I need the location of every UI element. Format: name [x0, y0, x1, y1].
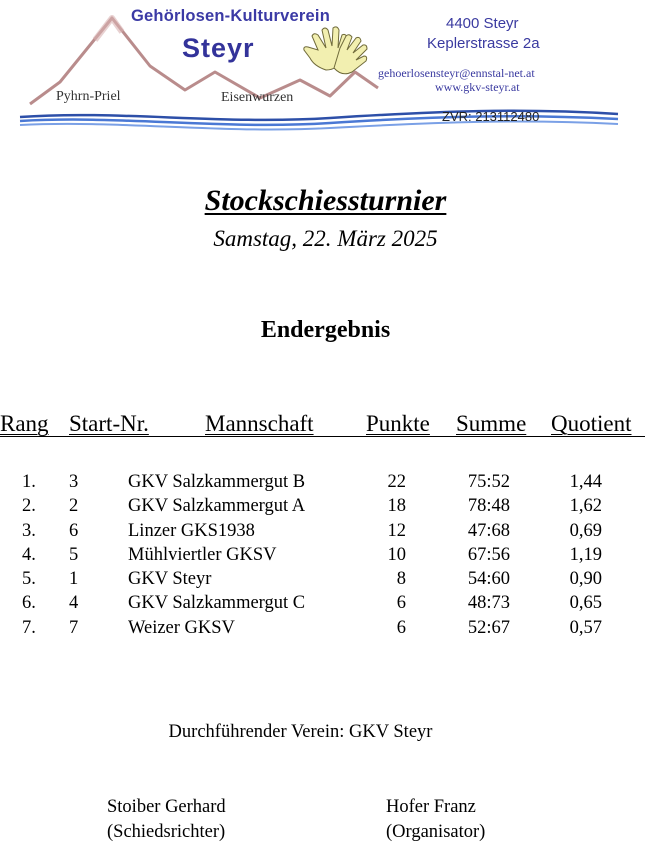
rank-cell: 2. — [22, 496, 36, 517]
organizer-role: (Organisator) — [386, 822, 486, 842]
points-cell: 22 — [387, 472, 406, 492]
table-row — [0, 618, 651, 642]
team-cell: Weizer GKSV — [128, 617, 235, 638]
team-cell: GKV Salzkammergut B — [128, 472, 306, 492]
table-row — [0, 472, 651, 496]
points-cell: 10 — [387, 544, 406, 565]
start-number-cell: 1 — [69, 569, 79, 590]
team-cell: GKV Steyr — [128, 569, 212, 590]
rank-cell: 4. — [22, 544, 36, 565]
start-number-cell: 6 — [69, 520, 79, 541]
sum-cell: 54:60 — [467, 569, 510, 590]
start-number-cell: 5 — [69, 544, 79, 565]
table-row — [0, 521, 651, 545]
postal-city: 4400 Steyr — [446, 15, 519, 32]
rank-cell: 1. — [22, 472, 36, 492]
table-row — [0, 545, 651, 569]
zvr-number: ZVR: 213112480 — [442, 109, 540, 124]
rank-cell: 6. — [22, 593, 36, 614]
letterhead — [0, 0, 651, 140]
header-underline — [0, 436, 645, 437]
quotient-cell: 1,19 — [569, 544, 602, 565]
quotient-cell: 0,57 — [569, 617, 602, 638]
sum-cell: 67:56 — [467, 544, 510, 565]
organizer-signature-block — [386, 795, 485, 845]
rank-cell: 3. — [22, 520, 36, 541]
quotient-cell: 1,62 — [569, 496, 602, 517]
team-cell: Mühlviertler GKSV — [128, 544, 277, 565]
sum-cell: 78:48 — [467, 496, 510, 517]
results-table-body — [0, 472, 651, 642]
quotient-cell: 1,44 — [569, 472, 602, 492]
club-name: Gehörlosen-Kulturverein — [131, 7, 330, 25]
rank-cell: 5. — [22, 569, 36, 590]
organizer-name: Hofer Franz — [386, 797, 476, 817]
points-cell: 6 — [396, 593, 406, 614]
team-cell: GKV Salzkammergut C — [128, 593, 306, 614]
points-cell: 8 — [396, 569, 406, 590]
region-right-label: Eisenwurzen — [221, 90, 294, 105]
points-cell: 18 — [387, 496, 406, 517]
organizing-club: Durchführender Verein: GKV Steyr — [168, 722, 433, 742]
start-number-cell: 7 — [69, 617, 79, 638]
club-city: Steyr — [182, 33, 255, 63]
sum-cell: 48:73 — [467, 593, 510, 614]
result-heading: Endergebnis — [260, 317, 391, 343]
team-cell: Linzer GKS1938 — [128, 520, 255, 541]
sum-cell: 47:68 — [467, 520, 510, 541]
rank-cell: 7. — [22, 617, 36, 638]
header-punkte: Punkte — [366, 411, 430, 436]
quotient-cell: 0,90 — [569, 569, 602, 590]
event-date: Samstag, 22. März 2025 — [213, 226, 438, 251]
points-cell: 6 — [396, 617, 406, 638]
start-number-cell: 3 — [69, 472, 79, 492]
street-address: Keplerstrasse 2a — [427, 35, 540, 52]
referee-name: Stoiber Gerhard — [107, 797, 226, 817]
header-mannschaft: Mannschaft — [205, 411, 314, 436]
start-number-cell: 4 — [69, 593, 79, 614]
table-row — [0, 569, 651, 593]
sum-cell: 75:52 — [467, 472, 510, 492]
website-address: www.gkv-steyr.at — [435, 80, 520, 94]
team-cell: GKV Salzkammergut A — [128, 496, 306, 517]
hands-icon — [304, 27, 367, 74]
event-title: Stockschiessturnier — [204, 184, 447, 217]
quotient-cell: 0,65 — [569, 593, 602, 614]
header-quotient: Quotient — [551, 411, 632, 436]
start-number-cell: 2 — [69, 496, 79, 517]
header-summe: Summe — [456, 411, 527, 436]
referee-role: (Schiedsrichter) — [107, 822, 226, 842]
referee-signature-block — [107, 795, 226, 845]
header-rang: Rang — [0, 411, 49, 436]
table-row — [0, 496, 651, 520]
header-start-nr: Start-Nr. — [69, 411, 149, 436]
quotient-cell: 0,69 — [569, 520, 602, 541]
points-cell: 12 — [387, 520, 406, 541]
region-left-label: Pyhrn-Priel — [56, 89, 121, 104]
table-row — [0, 593, 651, 617]
email-address: gehoerlosensteyr@ennstal-net.at — [378, 66, 535, 80]
sum-cell: 52:67 — [467, 617, 510, 638]
